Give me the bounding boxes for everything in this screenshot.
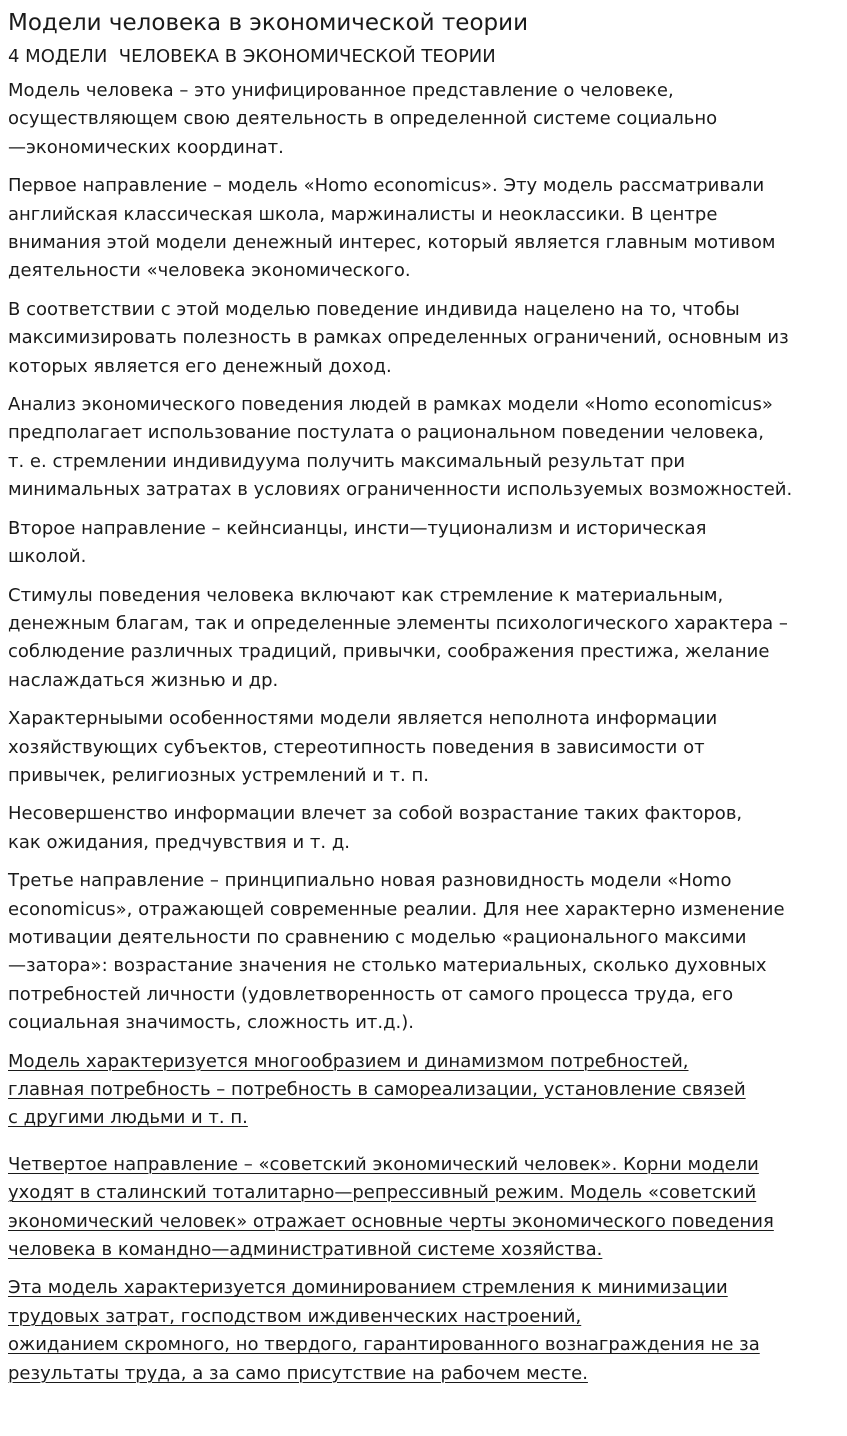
paragraph-soviet-model-traits: Эта модель характеризуется доминированием стремления к минимизации трудовых затрат, господством иждивенческих настроений, ожиданием скромного, но твердого, гарантированного вознаграждения не за результаты труда, а за само присутствие на рабочем месте.: [8, 1277, 760, 1384]
paragraph-utility-maximization: В соответствии с этой моделью поведение индивида нацелено на то, чтобы максимизировать полезность в рамках определенных ограничений, основным из которых является его денежный доход.: [8, 298, 789, 377]
paragraph-behavior-stimuli: Стимулы поведения человека включают как стремление к материальным, денежным благам, так и определенные элементы психологического характера – соблюдение различных традиций, привычки, соображения престижа, желание наслаждаться жизнью и др.: [8, 584, 788, 691]
paragraph-first-direction: Первое направление – модель «Homo economicus». Эту модель рассматривали английская классическая школа, маржиналисты и неоклассики. В центре внимания этой модели денежный интерес, который является главным мотивом деятельности «человека экономического.: [8, 175, 776, 282]
page-title: Модели человека в экономической теории: [8, 10, 529, 36]
paragraph-needs-diversity: Модель характеризуется многообразием и динамизмом потребностей, главная потребность – потребность в самореализации, установление связей с другими людьми и т. п.: [8, 1050, 746, 1129]
paragraph-fourth-direction: Четвертое направление – «советский экономический человек». Корни модели уходят в сталинский тоталитарно—репрессивный режим. Модель «советский экономический человек» отражает основные черты экономического поведения человека в командно—административной системе хозяйства.: [8, 1153, 774, 1261]
paragraph-third-direction: Третье направление – принципиально новая разновидность модели «Homo economicus», отражающей современные реалии. Для нее характерно изменение мотивации деятельности по сравнению с моделью «рационального максими —затора»: возрастание значения не столько материальных, сколько духовных потребностей личности (удовлетворенность от самого процесса труда, его социальная значимость, сложность ит.д.).: [8, 870, 785, 1034]
paragraph-rational-behavior: Анализ экономического поведения людей в рамках модели «Homo economicus» предполагает использование постулата о рациональном поведении человека, т. е. стремлении индивидуума получить максимальный результат при минимальных затратах в условиях ограниченности используемых возможностей.: [8, 394, 793, 501]
paragraph-definition: Модель человека – это унифицированное представление о человеке, осуществляющем свою деятельность в определенной системе социально —экономических координат.: [8, 80, 718, 158]
paragraph-second-direction: Второе направление – кейнсианцы, инсти—туционализм и историческая школой.: [8, 517, 707, 568]
paragraph-information-imperfection: Несовершенство информации влечет за собой возрастание таких факторов, как ожидания, предчувствия и т. д.: [8, 803, 743, 853]
section-heading: 4 МОДЕЛИ ЧЕЛОВЕКА В ЭКОНОМИЧЕСКОЙ ТЕОРИИ: [8, 46, 496, 67]
paragraph-model-features: Характерныыми особенностями модели является неполнота информации хозяйствующих субъектов, стереотипность поведения в зависимости от привычек, религиозных устремлений и т. п.: [8, 708, 718, 786]
